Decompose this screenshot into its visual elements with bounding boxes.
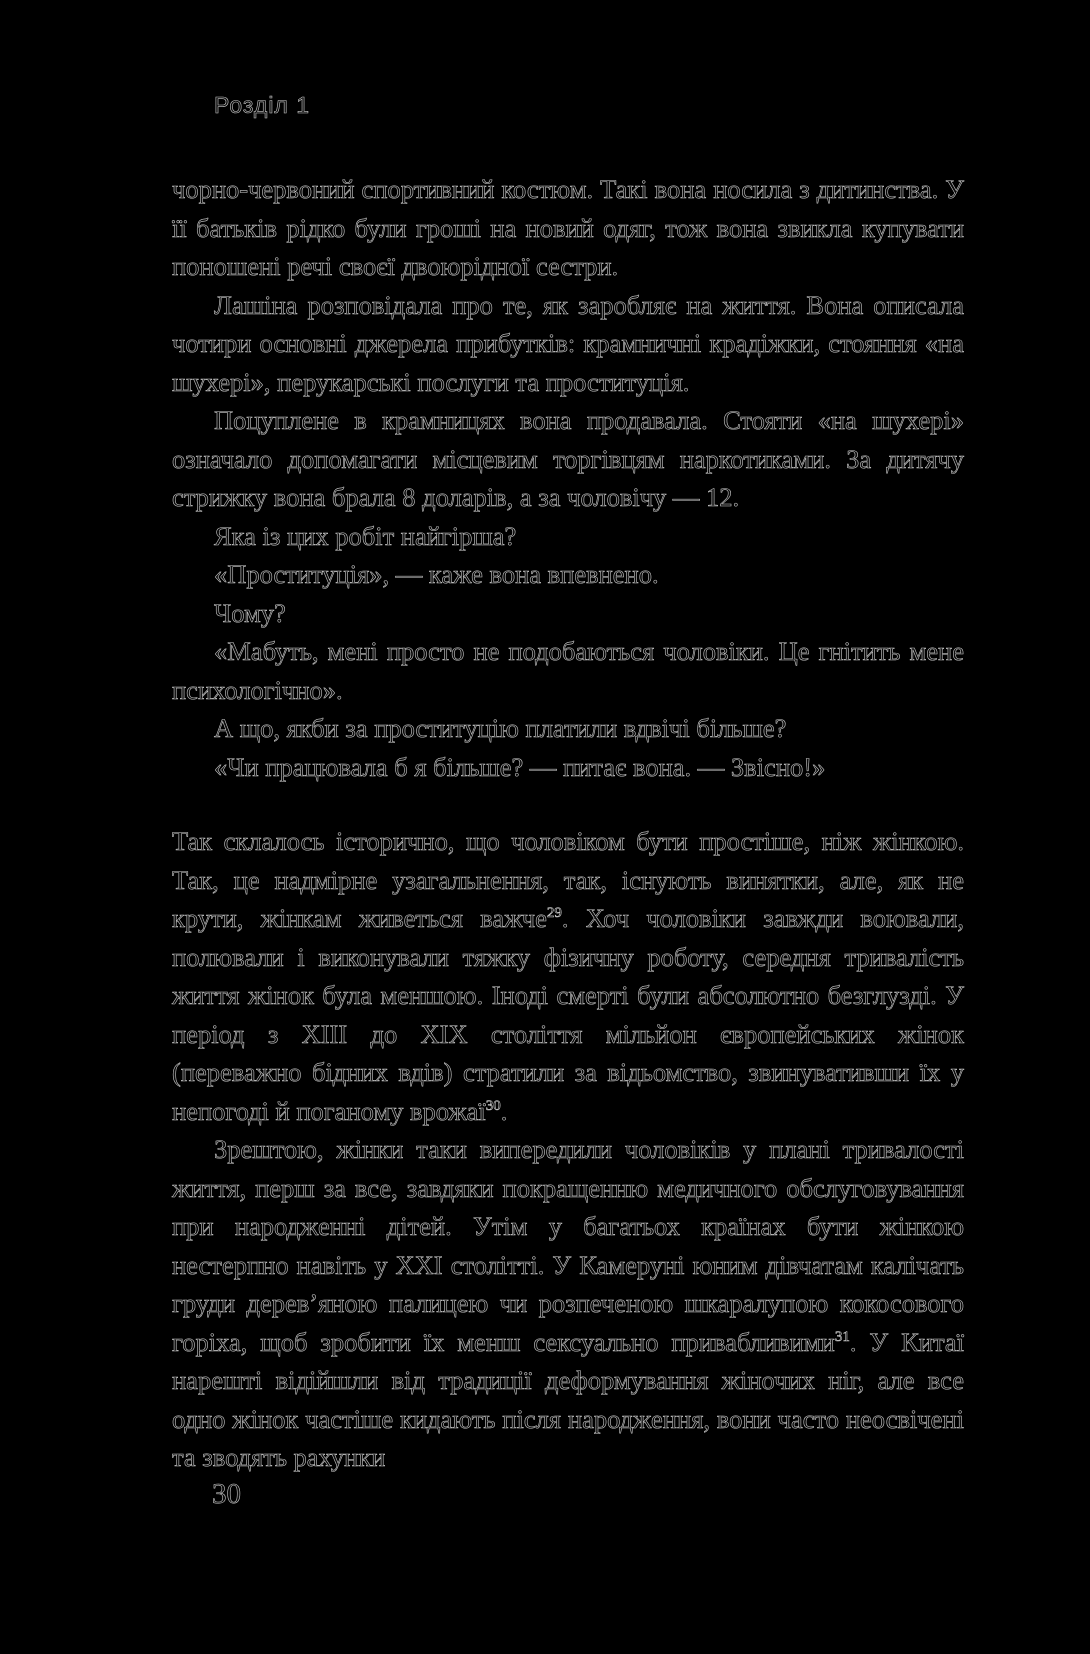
paragraph-9-answer: «Чи працювала б я більше? — питає вона. — Звісно!» — [214, 751, 826, 782]
paragraph-10 — [172, 822, 964, 1130]
footnote-ref-29: 29 — [546, 905, 562, 922]
paragraph-10-text-c: . — [500, 1095, 508, 1126]
paragraph-6-question: Чому? — [214, 597, 286, 628]
page-number: 30 — [212, 1478, 241, 1510]
paragraph-11-text-a: Зрештою, жінки таки випередили чоловіків у плані тривалості життя, перш за все, завдяки покращенню медичного обслуговування при народженні дітей. Утім у багатьох країнах бути жінкою нестерпно навіть у XXI столітті. У Камеруні юним дівчатам калічать груди дерев’яною палицею чи розпеченою шкаралупою кокосового горіха, щоб зробити їх менш сексуально привабливими — [172, 1134, 964, 1357]
paragraph-11-text-b: . У Китаї нарешті відійшли від традиції деформування жіночих ніг, але все одно жінок частіше кидають після народження, вони часто неосвічені та зводять рахунки — [172, 1326, 964, 1472]
body-text — [172, 170, 964, 1477]
paragraph-3: Поцуплене в крамницях вона продавала. Стояти «на шухері» означало допомагати місцевим торгівцям наркотиками. За дитячу стрижку вона брала 8 доларів, а за чоловічу — 12. — [172, 405, 964, 512]
paragraph-1: чорно-червоний спортивний костюм. Такі вона носила з дитинства. У її батьків рідко були гроші на новий одяг, тож вона звикла купувати поношені речі своєї двоюрідної сестри. — [172, 174, 964, 281]
footnote-ref-31: 31 — [834, 1328, 850, 1345]
footnote-ref-30: 30 — [485, 1097, 501, 1114]
paragraph-4-question: Яка із цих робіт найгірша? — [214, 520, 517, 551]
paragraph-8-question: А що, якби за проституцію платили вдвічі більше? — [214, 713, 787, 743]
paragraph-2: Лашіна розповідала про те, як заробляє на життя. Вона описала чотири основні джерела прибутків: крамничні крадіжки, стояння «на шухері», перукарські послуги та проституція. — [172, 289, 964, 397]
running-header: Розділ 1 — [214, 92, 311, 118]
paragraph-10-text-b: . Хоч чоловіки завжди воювали, полювали і виконували тяжку фізичну роботу, середня тривалість життя жінок була меншою. Іноді смерті були абсолютно безглузді. У період з XIII до XIX століття мільйон європейських жінок (переважно бідних вдів) стратили за відьомство, звинувативши їх у непогоді й поганому врожаї — [172, 903, 964, 1126]
paragraph-7-answer: «Мабуть, мені просто не подобаються чоловіки. Це гнітить мене психологічно». — [172, 636, 964, 705]
paragraph-10-text-a: Так склалось історично, що чоловіком бути простіше, ніж жінкою. Так, це надмірне узагальнення, так, існують винятки, але, як не крути, жінкам живеться важче — [172, 826, 964, 933]
paragraph-5-answer: «Проституція», — каже вона впевнено. — [214, 559, 659, 589]
paragraph-11 — [172, 1130, 964, 1477]
